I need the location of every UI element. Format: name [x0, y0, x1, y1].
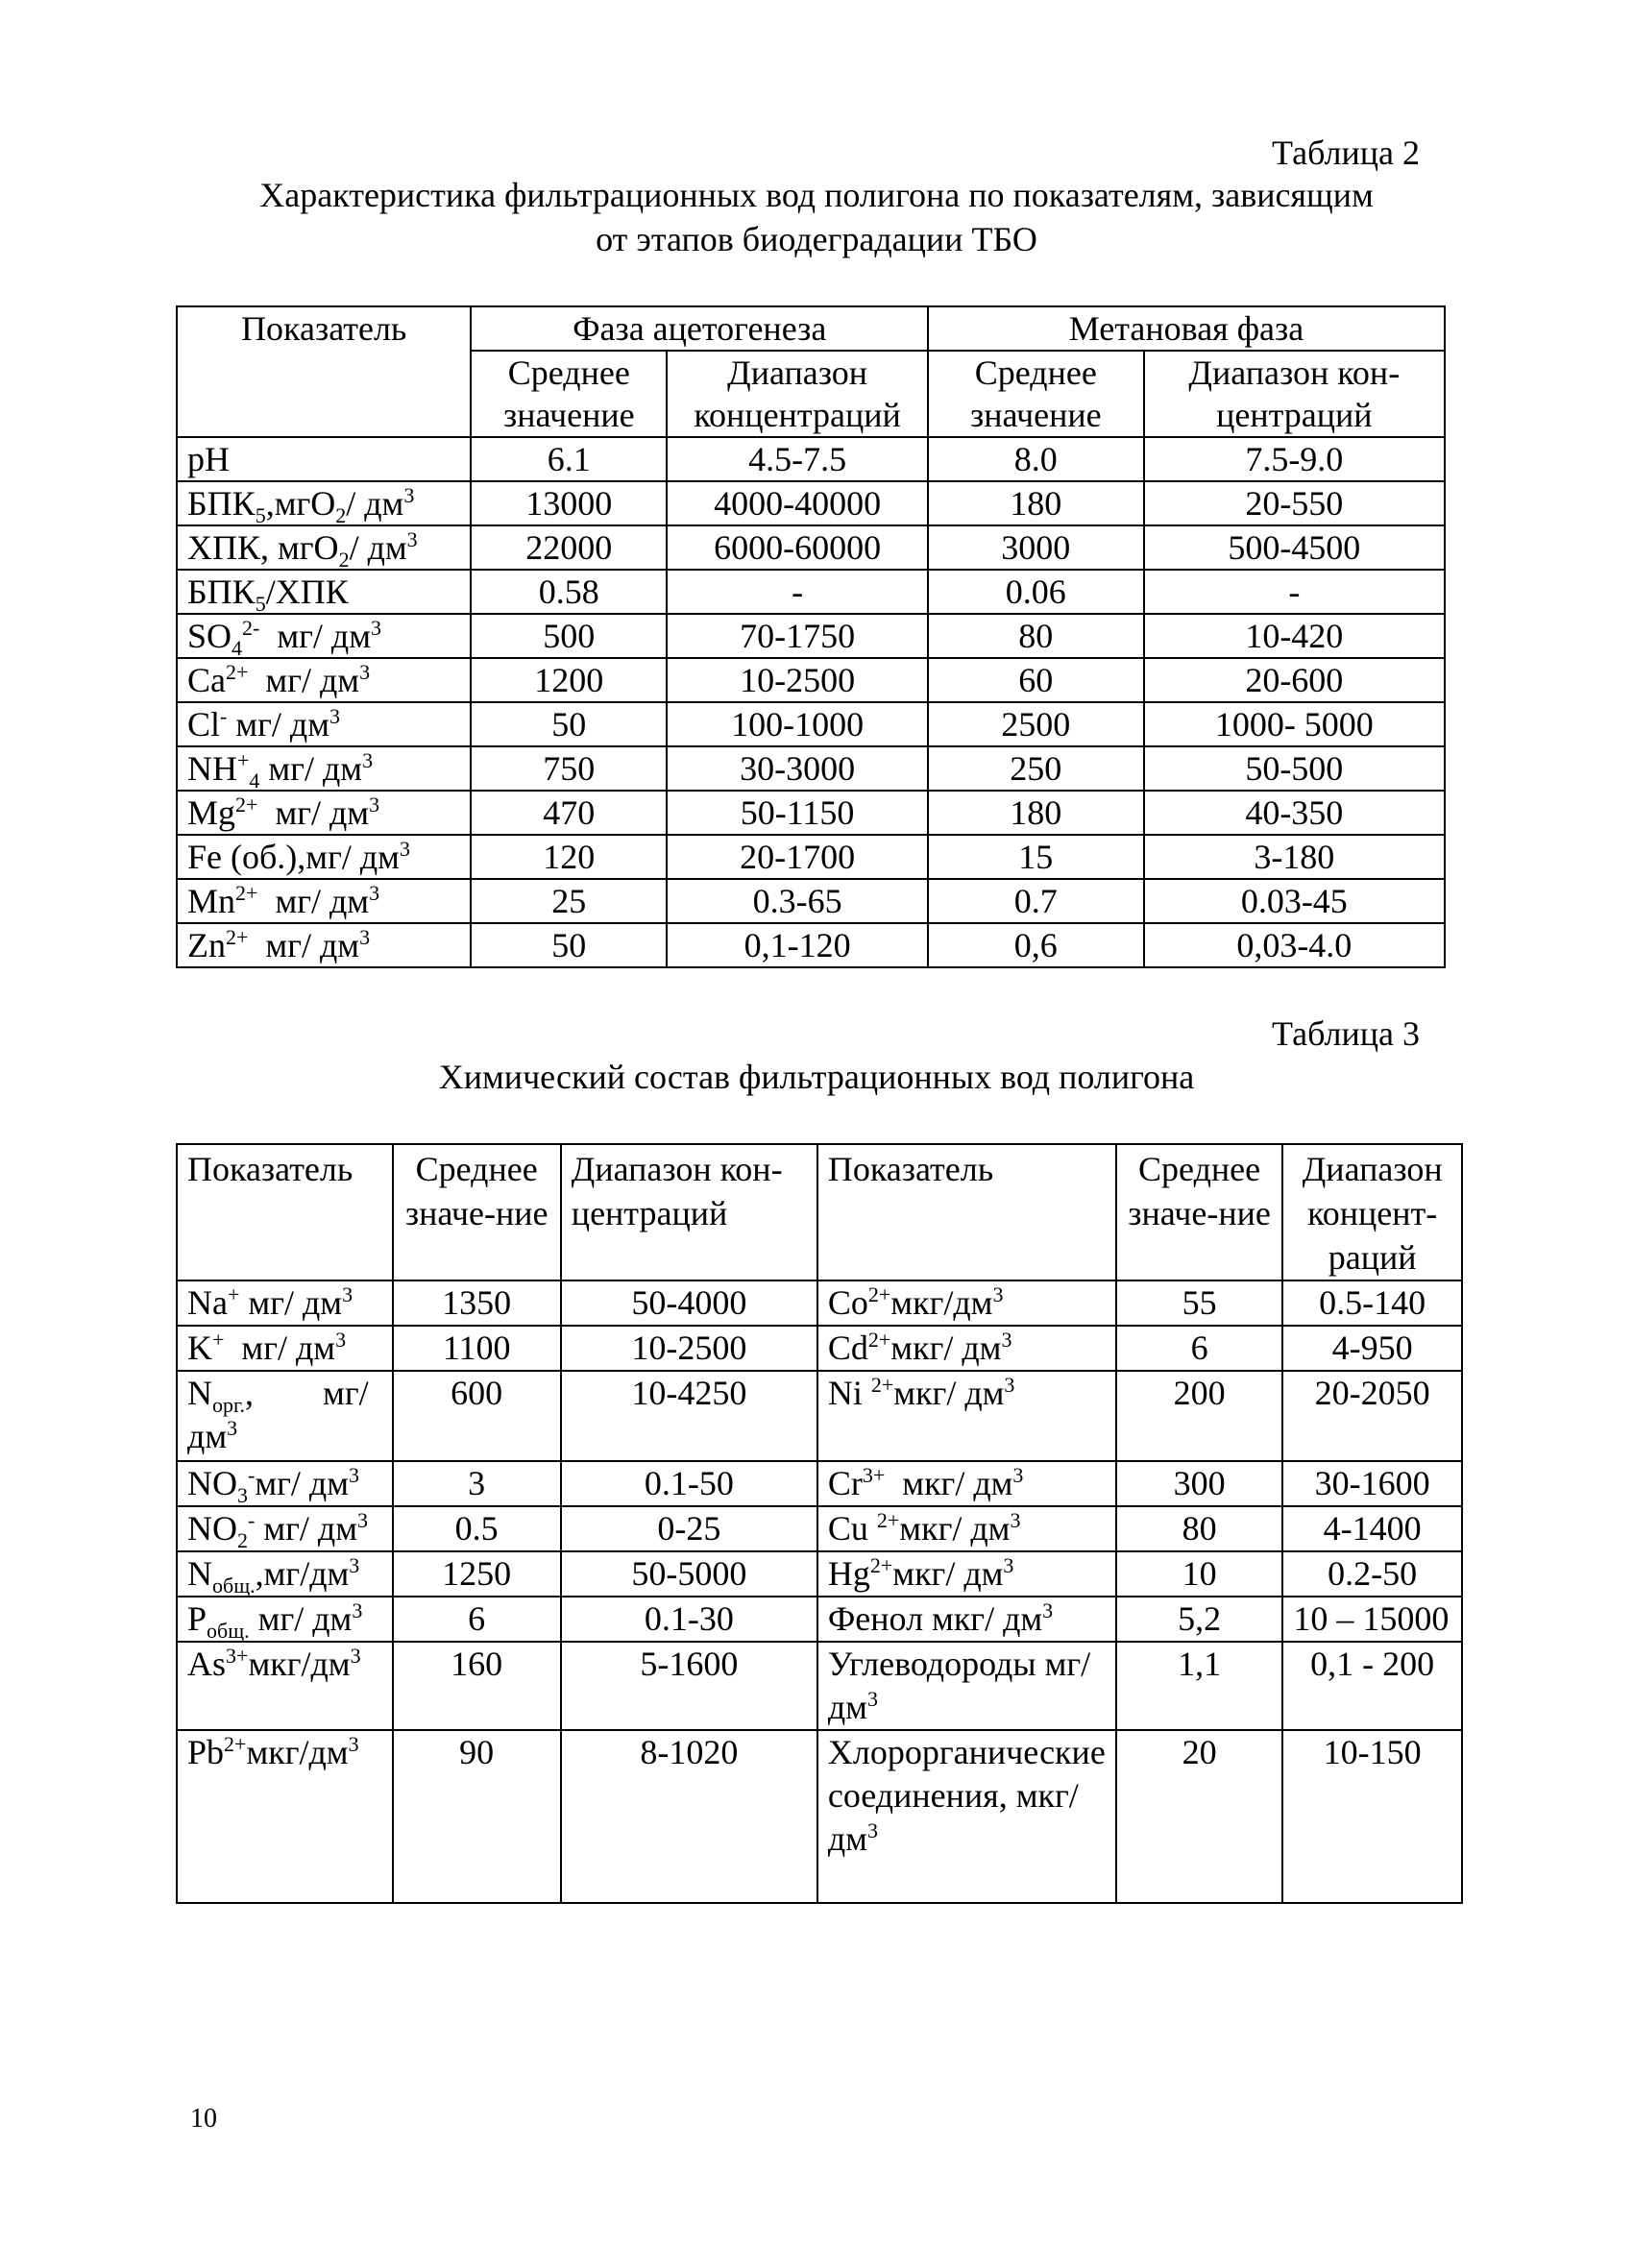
cell: 4-1400 [1282, 1506, 1462, 1551]
table-row [177, 1642, 1462, 1730]
table-row [177, 923, 1445, 967]
cell: 0,1 - 200 [1282, 1642, 1462, 1730]
cell: 750 [471, 746, 667, 791]
cell: 70-1750 [667, 614, 928, 658]
cell: 90 [393, 1730, 561, 1903]
cell: 7.5-9.0 [1144, 437, 1445, 481]
cell: 50-4000 [561, 1280, 817, 1326]
row-indicator: Fe (об.),мг/ $дм^3$ [177, 835, 471, 879]
cell: 0.5-140 [1282, 1280, 1462, 1326]
cell: 50-1150 [667, 791, 928, 835]
cell: 20-600 [1144, 658, 1445, 702]
cell: 25 [471, 879, 667, 923]
cell: 13000 [471, 481, 667, 525]
cell: 80 [1116, 1506, 1283, 1551]
cell: 55 [1116, 1280, 1283, 1326]
row-indicator: $N_{орг.}$, мг/ $дм^3$ [177, 1371, 393, 1461]
row-indicator: K+ мг/ $дм^3$ [177, 1326, 393, 1371]
cell: 100-1000 [667, 702, 928, 746]
row-indicator2: Фенол мкг/ $дм^3$ [817, 1597, 1116, 1642]
table-row [177, 1280, 1462, 1326]
cell: 0.06 [928, 570, 1144, 614]
cell: 20-550 [1144, 481, 1445, 525]
cell: 500-4500 [1144, 525, 1445, 570]
table2 [176, 305, 1446, 968]
t3-header-range: Диапазон кон-центраций [561, 1144, 817, 1280]
cell: 6 [1116, 1326, 1283, 1371]
cell: 50 [471, 702, 667, 746]
table-row [177, 1597, 1462, 1642]
t3-header-indicator2: Показатель [817, 1144, 1116, 1280]
table2-label: Таблица 2 [1272, 134, 1420, 172]
row-indicator: Cl- мг/ $дм^3$ [177, 702, 471, 746]
cell: 1100 [393, 1326, 561, 1371]
cell: 5-1600 [561, 1642, 817, 1730]
table-row [177, 835, 1445, 879]
cell: 3-180 [1144, 835, 1445, 879]
table3-title: Химический состав фильтрационных вод полигона [438, 1058, 1195, 1096]
row-indicator: $As^{3+}мкг/дм^3$ [177, 1642, 393, 1730]
cell: 500 [471, 614, 667, 658]
cell: 60 [928, 658, 1144, 702]
table-row [177, 1326, 1462, 1371]
table-row [177, 1461, 1462, 1506]
cell: 0.58 [471, 570, 667, 614]
cell: 0.7 [928, 879, 1144, 923]
row-indicator2: $Co^{2+}мкг/дм^3$ [817, 1280, 1116, 1326]
table-row [177, 1551, 1462, 1597]
row-indicator: $Mn^{2+}$ мг/ $дм^3$ [177, 879, 471, 923]
cell: 0.3-65 [667, 879, 928, 923]
t2-header-phase1: Фаза ацетогенеза [471, 306, 928, 351]
row-indicator: $NO_2^-$ мг/ $дм^3$ [177, 1506, 393, 1551]
cell: 10-2500 [561, 1326, 817, 1371]
table-row [177, 437, 1445, 481]
table-row [177, 614, 1445, 658]
table3-label: Таблица 3 [1272, 1014, 1420, 1053]
cell: 1000- 5000 [1144, 702, 1445, 746]
t3-header-avg: Среднее значе-ние [393, 1144, 561, 1280]
t3-header-range2: Диапазон концент-раций [1282, 1144, 1462, 1280]
cell: 1,1 [1116, 1642, 1283, 1730]
table-row [177, 1730, 1462, 1903]
cell: 250 [928, 746, 1144, 791]
row-indicator: $Mg^{2+}$ мг/ $дм^3$ [177, 791, 471, 835]
row-indicator2: Cu $^{2+}$мкг/ $дм^3$ [817, 1506, 1116, 1551]
table-row [177, 791, 1445, 835]
cell: 10 [1116, 1551, 1283, 1597]
cell: 6 [393, 1597, 561, 1642]
row-indicator2: $Cr^{3+}$ мкг/ $дм^3$ [817, 1461, 1116, 1506]
cell: 1200 [471, 658, 667, 702]
cell: 50-5000 [561, 1551, 817, 1597]
row-indicator: ХПК, мгО$_2$/ $дм^3$ [177, 525, 471, 570]
t2-header-avg2: Среднее значение [928, 351, 1144, 437]
table-row [177, 658, 1445, 702]
table-row [177, 570, 1445, 614]
cell: 50-500 [1144, 746, 1445, 791]
cell: 8.0 [928, 437, 1144, 481]
table-row [177, 1506, 1462, 1551]
cell: 15 [928, 835, 1144, 879]
t2-header-avg1: Среднее значение [471, 351, 667, 437]
page-number: 10 [190, 2104, 217, 2134]
cell: 6.1 [471, 437, 667, 481]
table-row [177, 525, 1445, 570]
row-indicator: $SO_4^{2-}$ мг/ $дм^3$ [177, 614, 471, 658]
cell: 20 [1116, 1730, 1283, 1903]
t2-header-phase2: Метановая фаза [928, 306, 1445, 351]
t2-header-range2: Диапазон кон-центраций [1144, 351, 1445, 437]
t2-header-indicator: Показатель [177, 306, 471, 437]
cell: 0.2-50 [1282, 1551, 1462, 1597]
row-indicator: $БПК_5,мгО_2/$ $дм^3$ [177, 481, 471, 525]
row-indicator: $Zn^{2+}$ мг/ $дм^3$ [177, 923, 471, 967]
cell: 6000-60000 [667, 525, 928, 570]
cell: 1350 [393, 1280, 561, 1326]
table-row [177, 702, 1445, 746]
cell: 180 [928, 791, 1144, 835]
row-indicator: $БПК_5$/ХПК [177, 570, 471, 614]
cell: 0.1-30 [561, 1597, 817, 1642]
t2-header-range1: Диапазон концентраций [667, 351, 928, 437]
cell: 200 [1116, 1371, 1283, 1461]
cell: 0-25 [561, 1506, 817, 1551]
row-indicator: $N_{общ.},мг/дм^3$ [177, 1551, 393, 1597]
cell: 10-150 [1282, 1730, 1462, 1903]
t3-header-avg2: Среднее значе-ние [1116, 1144, 1283, 1280]
cell: 10-4250 [561, 1371, 817, 1461]
cell: 2500 [928, 702, 1144, 746]
cell: 120 [471, 835, 667, 879]
row-indicator: $NO_3^-мг/$ $дм^3$ [177, 1461, 393, 1506]
cell: 470 [471, 791, 667, 835]
cell: 0.1-50 [561, 1461, 817, 1506]
cell: 0,1-120 [667, 923, 928, 967]
row-indicator: $Ca^{2+}$ мг/ $дм^3$ [177, 658, 471, 702]
cell: 10 – 15000 [1282, 1597, 1462, 1642]
cell: 0.03-45 [1144, 879, 1445, 923]
cell: 22000 [471, 525, 667, 570]
cell: 20-1700 [667, 835, 928, 879]
cell: - [667, 570, 928, 614]
table3 [176, 1143, 1463, 1904]
row-indicator2: Ni $^{2+}$мкг/ $дм^3$ [817, 1371, 1116, 1461]
cell: 30-3000 [667, 746, 928, 791]
row-indicator: $Pb^{2+}мкг/дм^3$ [177, 1730, 393, 1903]
table2-title-line2: от этапов биодеградации ТБО [596, 220, 1037, 258]
cell: 10-2500 [667, 658, 928, 702]
cell: 20-2050 [1282, 1371, 1462, 1461]
row-indicator: $P_{общ.}$ мг/ $дм^3$ [177, 1597, 393, 1642]
row-indicator2: Хлорорганические соединения, мкг/ $дм^3$ [817, 1730, 1116, 1903]
t3-header-indicator: Показатель [177, 1144, 393, 1280]
cell: 10-420 [1144, 614, 1445, 658]
row-indicator: Na+ мг/ $дм^3$ [177, 1280, 393, 1326]
table-row [177, 879, 1445, 923]
cell: 4-950 [1282, 1326, 1462, 1371]
row-indicator2: Углеводороды мг/ $дм^3$ [817, 1642, 1116, 1730]
cell: 50 [471, 923, 667, 967]
cell: 300 [1116, 1461, 1283, 1506]
cell: 180 [928, 481, 1144, 525]
cell: 0,6 [928, 923, 1144, 967]
cell: 0,03-4.0 [1144, 923, 1445, 967]
cell: 160 [393, 1642, 561, 1730]
row-indicator: $NH^+_4$ мг/ $дм^3$ [177, 746, 471, 791]
cell: 4000-40000 [667, 481, 928, 525]
table-row [177, 481, 1445, 525]
cell: 5,2 [1116, 1597, 1283, 1642]
cell: 4.5-7.5 [667, 437, 928, 481]
cell: 40-350 [1144, 791, 1445, 835]
table-row [177, 746, 1445, 791]
cell: 0.5 [393, 1506, 561, 1551]
row-indicator2: $Hg^{2+}мкг/$ $дм^3$ [817, 1551, 1116, 1597]
cell: 30-1600 [1282, 1461, 1462, 1506]
cell: 600 [393, 1371, 561, 1461]
cell: 80 [928, 614, 1144, 658]
cell: - [1144, 570, 1445, 614]
table-row [177, 1371, 1462, 1461]
cell: 1250 [393, 1551, 561, 1597]
cell: 3000 [928, 525, 1144, 570]
cell: 3 [393, 1461, 561, 1506]
row-indicator2: $Cd^{2+}мкг/$ $дм^3$ [817, 1326, 1116, 1371]
table2-title-line1: Характеристика фильтрационных вод полигона по показателям, зависящим [259, 176, 1374, 214]
row-indicator: pH [177, 437, 471, 481]
cell: 8-1020 [561, 1730, 817, 1903]
